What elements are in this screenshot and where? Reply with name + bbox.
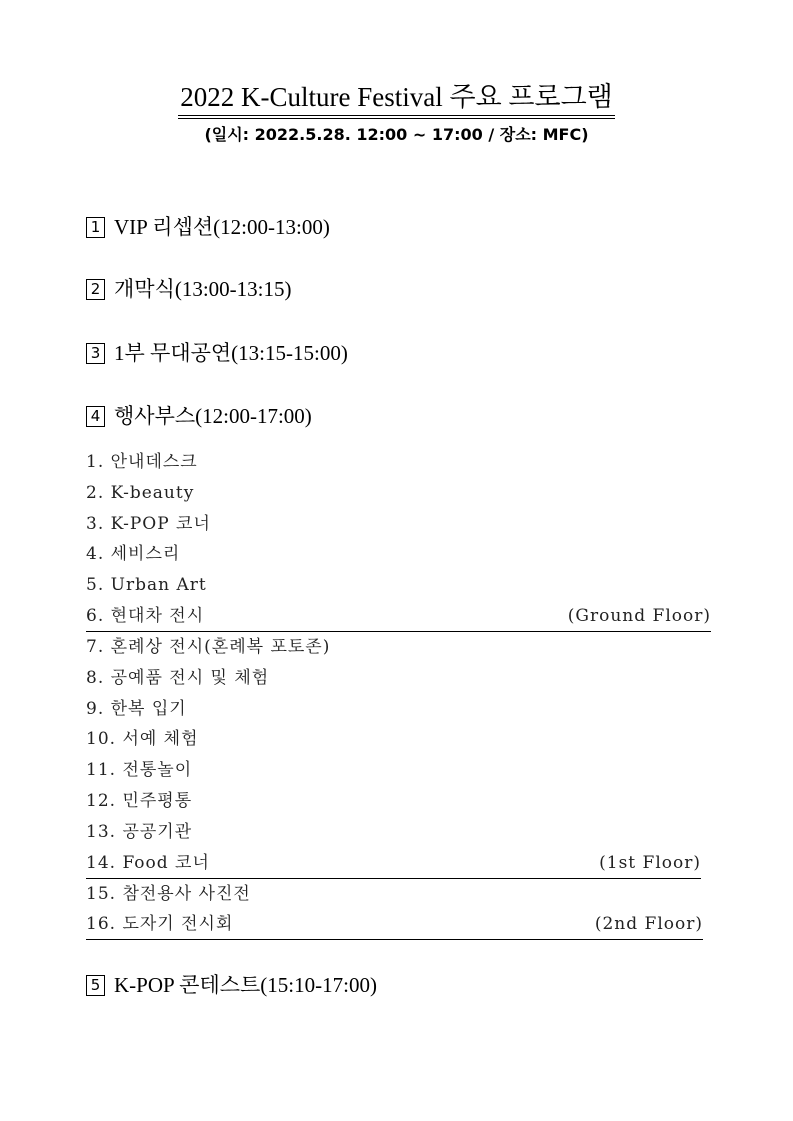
booth-name: 15. 참전용사 사진전	[86, 883, 251, 904]
list-item	[86, 694, 711, 725]
event-date-location: (일시: 2022.5.28. 12:00 ~ 17:00 / 장소: MFC)	[204, 125, 589, 144]
section-title: VIP 리셉션(12:00-13:00)	[114, 215, 330, 239]
booth-name: 3. K-POP 코너	[86, 513, 211, 534]
title-container	[0, 80, 793, 119]
booth-floor: (1st Floor)	[599, 852, 701, 873]
booth-floor: (Ground Floor)	[567, 605, 711, 626]
list-item	[86, 632, 711, 663]
section-number-box: 1	[86, 217, 105, 238]
section-number-box: 5	[86, 975, 105, 996]
section-title: 1부 무대공연(13:15-15:00)	[114, 341, 348, 365]
booth-name: 4. 세비스리	[86, 544, 181, 565]
booth-name: 10. 서예 체험	[86, 729, 199, 750]
section-stage-performance	[86, 340, 348, 366]
list-item	[86, 509, 711, 540]
list-item	[86, 755, 711, 786]
section-event-booths	[86, 403, 312, 429]
list-item	[86, 478, 711, 509]
booth-name: 7. 혼례상 전시(혼례복 포토존)	[86, 636, 331, 657]
section-opening-ceremony	[86, 276, 292, 302]
list-item-floor-end	[86, 601, 711, 632]
section-vip-reception	[86, 214, 330, 240]
section-number-box: 2	[86, 279, 105, 300]
section-kpop-contest	[86, 972, 377, 998]
list-item	[86, 817, 711, 848]
page-title: 2022 K-Culture Festival 주요 프로그램	[178, 80, 614, 119]
booth-name: 1. 안내데스크	[86, 452, 198, 472]
list-item-floor-end	[86, 909, 703, 940]
booth-name: 9. 한복 입기	[86, 698, 187, 719]
booth-list	[86, 447, 711, 940]
section-number-box: 4	[86, 406, 105, 427]
section-title: 개막식(13:00-13:15)	[114, 277, 292, 301]
section-title: 행사부스(12:00-17:00)	[114, 404, 312, 428]
booth-name: 2. K-beauty	[86, 482, 195, 503]
booth-name: 5. Urban Art	[86, 575, 207, 596]
list-item	[86, 879, 711, 910]
booth-name: 6. 현대차 전시	[86, 605, 205, 626]
list-item	[86, 539, 711, 570]
section-title: K-POP 콘테스트(15:10-17:00)	[114, 973, 377, 997]
list-item	[86, 570, 711, 601]
booth-floor: (2nd Floor)	[594, 914, 703, 935]
list-item	[86, 663, 711, 694]
booth-name: 8. 공예품 전시 및 체험	[86, 667, 270, 688]
section-number-box: 3	[86, 343, 105, 364]
booth-name: 16. 도자기 전시회	[86, 914, 234, 935]
booth-name: 12. 민주평통	[86, 790, 193, 811]
list-item-floor-end	[86, 848, 701, 879]
booth-name: 11. 전통놀이	[86, 760, 193, 781]
list-item	[86, 724, 711, 755]
list-item	[86, 447, 711, 478]
booth-name: 14. Food 코너	[86, 852, 210, 873]
list-item	[86, 786, 711, 817]
booth-name: 13. 공공기관	[86, 821, 193, 842]
